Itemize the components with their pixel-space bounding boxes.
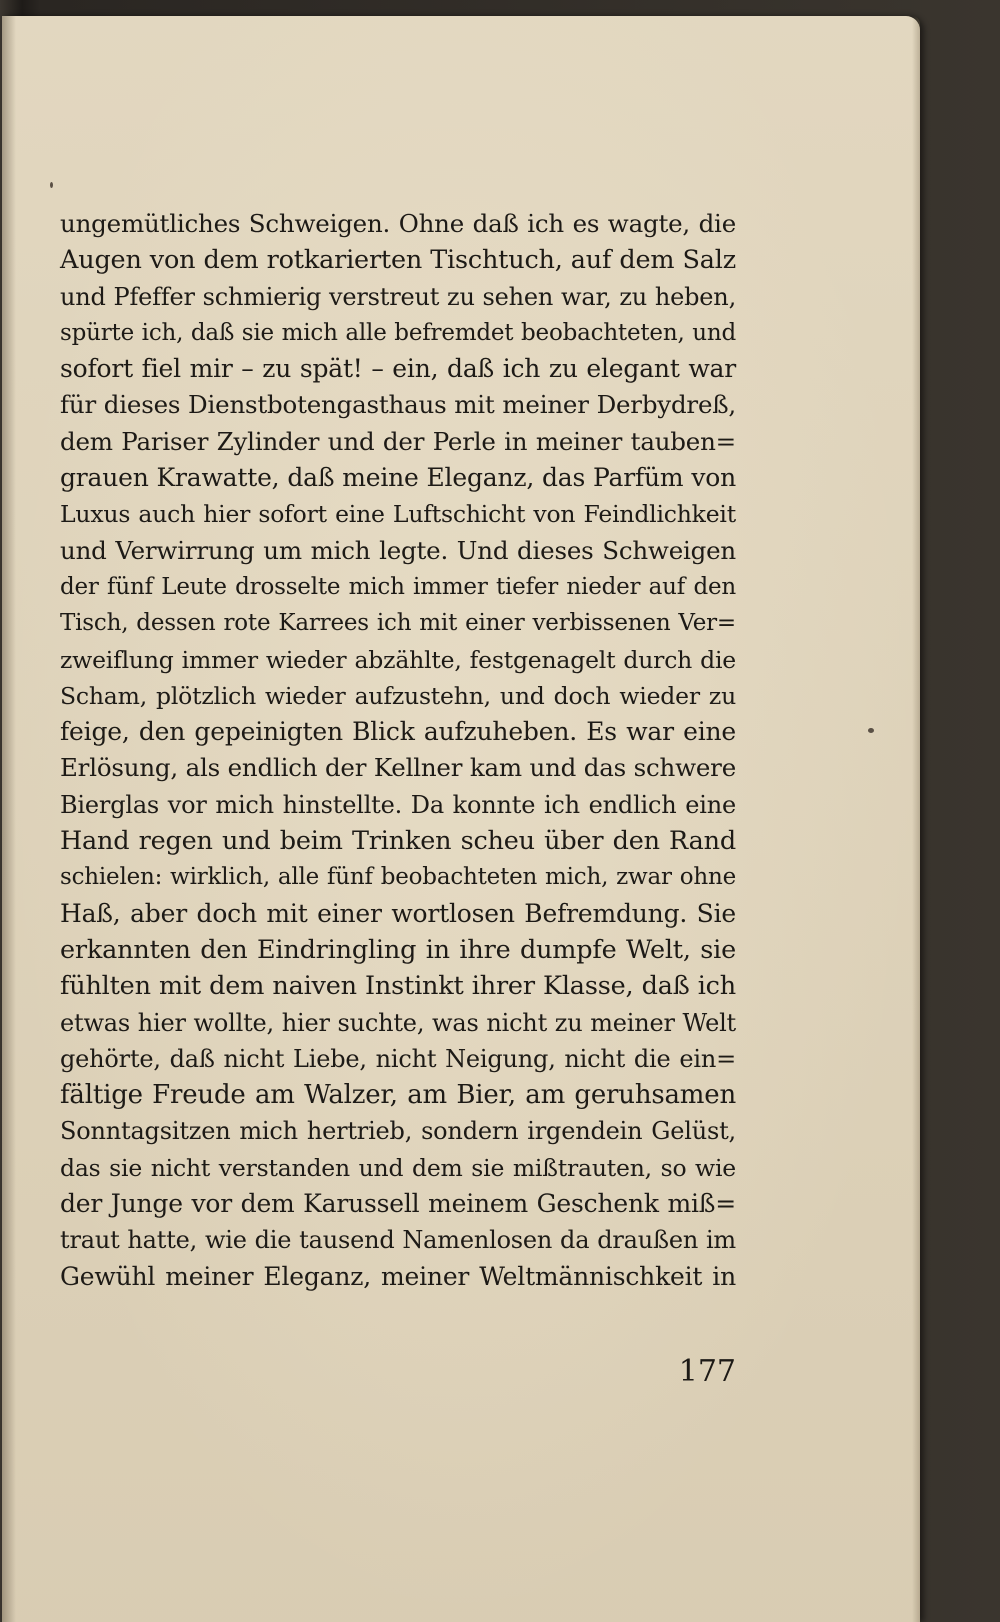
text-line: zweiflung immer wieder abzählte, festgenagelt durch die xyxy=(60,645,736,674)
text-line: Gewühl meiner Eleganz, meiner Weltmännischkeit in xyxy=(60,1261,736,1291)
text-line: der fünf Leute drosselte mich immer tiefer nieder auf den xyxy=(60,573,736,600)
page-gutter-shadow xyxy=(2,16,16,1622)
paper-speck xyxy=(868,728,874,733)
text-line: ungemütliches Schweigen. Ohne daß ich es wagte, die xyxy=(60,209,736,238)
text-line: und Pfeffer schmierig verstreut zu sehen war, zu heben, xyxy=(60,282,736,311)
text-line: Tisch, dessen rote Karrees ich mit einer verbissenen Ver= xyxy=(60,610,736,637)
text-line: Hand regen und beim Trinken scheu über den Rand xyxy=(60,826,736,857)
text-line: der Junge vor dem Karussell meinem Geschenk miß= xyxy=(60,1189,736,1219)
text-line: spürte ich, daß sie mich alle befremdet beobachteten, und xyxy=(60,319,736,346)
body-text xyxy=(60,206,736,1295)
text-line: und Verwirrung um mich legte. Und dieses Schweigen xyxy=(60,535,736,565)
text-line: sofort fiel mir – zu spät! – ein, daß ich zu elegant war xyxy=(60,354,736,384)
text-line: fältige Freude am Walzer, am Bier, am geruhsamen xyxy=(60,1080,736,1111)
text-line: grauen Krawatte, daß meine Eleganz, das Parfüm von xyxy=(60,463,736,493)
text-line: Scham, plötzlich wieder aufzustehn, und doch wieder zu xyxy=(60,681,736,710)
text-line: Luxus auch hier sofort eine Luftschicht von Feindlichkeit xyxy=(60,500,736,529)
text-line: Augen von dem rotkarierten Tischtuch, auf dem Salz xyxy=(60,245,736,276)
text-line: für dieses Dienstbotengasthaus mit meiner Derbydreß, xyxy=(60,390,736,420)
text-line: Erlösung, als endlich der Kellner kam und das schwere xyxy=(60,753,736,783)
text-line: etwas hier wollte, hier suchte, was nicht zu meiner Welt xyxy=(60,1008,736,1037)
paper-speck xyxy=(50,182,53,188)
text-line: traut hatte, wie die tausend Namenlosen da draußen im xyxy=(60,1226,736,1255)
page-edge-shadow xyxy=(912,16,920,1622)
text-line: Bierglas vor mich hinstellte. Da konnte ich endlich eine xyxy=(60,790,736,819)
text-line: Haß, aber doch mit einer wortlosen Befremdung. Sie xyxy=(60,898,736,928)
text-line: schielen: wirklich, alle fünf beobachteten mich, zwar ohne xyxy=(60,864,736,891)
text-line: das sie nicht verstanden und dem sie mißtrauten, so wie xyxy=(60,1153,736,1182)
text-line: fühlten mit dem naiven Instinkt ihrer Klasse, daß ich xyxy=(60,971,736,1002)
text-line: gehörte, daß nicht Liebe, nicht Neigung, nicht die ein= xyxy=(60,1044,736,1073)
book-page xyxy=(2,16,920,1622)
text-line: feige, den gepeinigten Blick aufzuheben. Es war eine xyxy=(60,717,736,747)
text-line: erkannten den Eindringling in ihre dumpfe Welt, sie xyxy=(60,934,736,965)
page-number: 177 xyxy=(678,1354,736,1389)
text-line: dem Pariser Zylinder und der Perle in meiner tauben= xyxy=(60,426,736,456)
text-line: Sonntagsitzen mich hertrieb, sondern irgendein Gelüst, xyxy=(60,1117,736,1146)
